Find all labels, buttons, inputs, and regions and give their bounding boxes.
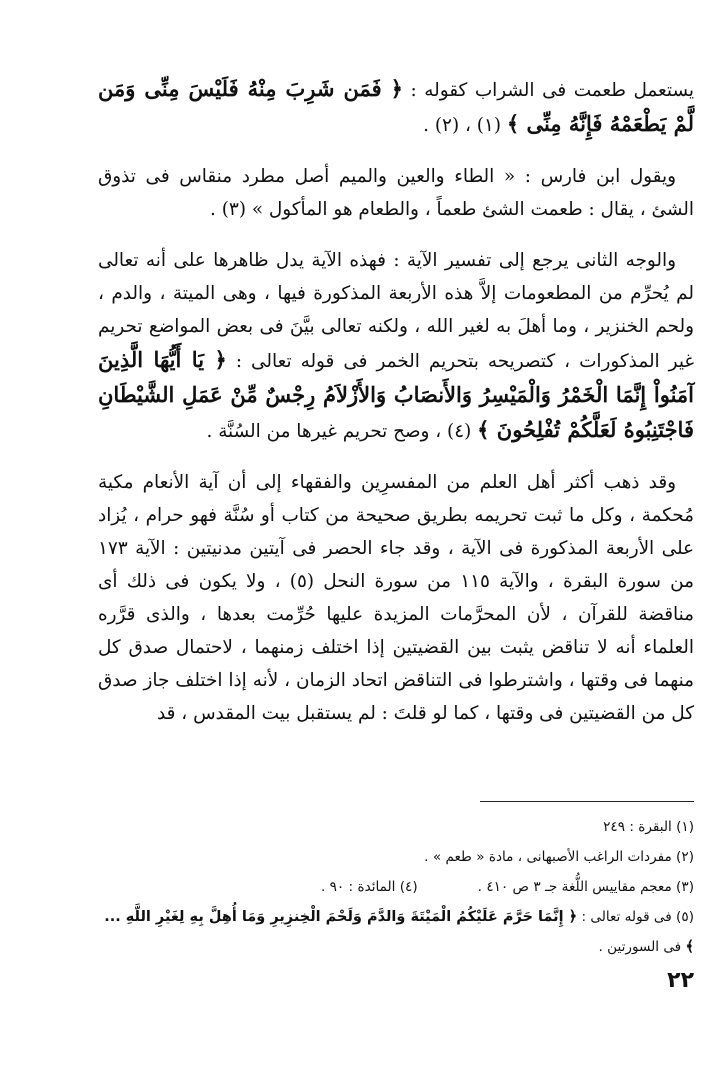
footnote-3: (٣) معجم مقاييس اللُّغة جـ ٣ ص ٤١٠ . (477, 879, 694, 895)
paragraph-3-tail: (٤) ، وصح تحريم غيرها من السُنَّة . (206, 421, 478, 442)
quran-verse-1: ﴿ فَمَن شَرِبَ مِنْهُ فَلَيْسَ مِنِّى وَمَن لَّمْ يَطْعَمْهُ فَإِنَّهُ مِنِّى ﴾ (98, 76, 694, 136)
footnote-5-text: (٥) فى قوله تعالى : (577, 909, 694, 925)
footnote-2: (٢) مفردات الراغب الأصبهانى ، مادة « طعم » . (424, 849, 694, 865)
paragraph-3-text: والوجه الثانى يرجع إلى تفسير الآية : فهذه الآية يدل ظاهرها على أنه تعالى لم يُحرِّم من المطعومات إلاَّ هذه الأربعة المذكورة فيها ، وهى الميتة ، والدم ، ولحم الخنزير ، وما أهلَ به لغير الله ، ولكنه تعالى بيَّنَ فى بعض المواضع تحريم غير المذكورات ، كتصريحه بتحريم الخمر فى قوله تعالى : (98, 250, 694, 372)
footnotes (98, 812, 694, 962)
paragraph-1 (98, 72, 694, 142)
footnote-separator (480, 801, 694, 802)
quran-verse-2: ﴿ يَا أَيُّهَا الَّذِينَ آمَنُواْ إِنَّمَا الْخَمْرُ وَالْمَيْسِرُ وَالأَنصَابُ وَالأَزْلاَمُ رِجْسٌ مِّنْ عَمَلِ الشَّيْطَانِ فَاجْتَنِبُوهُ لَعَلَّكُمْ تُفْلِحُونَ ﴾ (98, 347, 694, 442)
footnote-1: (١) البقرة : ٢٤٩ (603, 819, 694, 835)
paragraph-2: ويقول ابن فارس : « الطاء والعين والميم أصل مطرد منقاس فى تذوق الشئ ، يقال : طعمت الشئ طعماً ، والطعام هو المأكول » (٣) . (98, 166, 694, 220)
footnote-4: (٤) المائدة : ٩٠ . (320, 879, 418, 895)
footnote-5-tail: فى السورتين . (598, 939, 686, 955)
paragraph-3 (98, 244, 694, 448)
page-number: ٢٢ (667, 968, 694, 993)
paragraph-1-refs: (١) ، (٢) . (423, 115, 507, 136)
footnote-5 (98, 902, 694, 962)
footnote-5-quran: ﴿ إِنَّمَا حَرَّمَ عَلَيْكُمُ الْمَيْتَةَ وَالدَّمَ وَلَحْمَ الْخِنزِيرِ وَمَا أُهِلَّ بِهِ لِغَيْرِ اللَّهِ ... ﴾ (104, 909, 694, 955)
paragraph-1-text: يستعمل طعمت فى الشراب كقوله : (402, 80, 695, 101)
paragraph-4: وقد ذهب أكثر أهل العلم من المفسرِين والفقهاء إلى أن آية الأنعام مكية مُحكمة ، وكل ما ثبت تحريمه بطريق صحيحة من كتاب أو سُنَّة فهو حرام ، يُزاد على الأربعة المذكورة فى الآية ، وقد جاء الحصر فى آيتين مدنيتين : الآية ١٧٣ من سورة البقرة ، والآية ١١٥ من سورة النحل (٥) ، ولا يكون فى ذلك أى مناقضة للقرآن ، لأن المحرَّمات المزيدة عليها حُرِّمت بعدها ، والذى قرَّره العلماء أنه لا تناقض يثبت بين القضيتين إذا اختلف زمنهما ، لاحتمال صدق كل منهما فى وقتها ، واشترطوا فى التناقض اتحاد الزمان ، لأنه إذا اختلف جاز صدق كل من القضيتين فى وقتها ، كما لو قلتَ : لم يستقبل بيت المقدس ، قد (98, 472, 695, 724)
footnote-row-3-4 (98, 872, 694, 902)
main-text (98, 72, 694, 748)
